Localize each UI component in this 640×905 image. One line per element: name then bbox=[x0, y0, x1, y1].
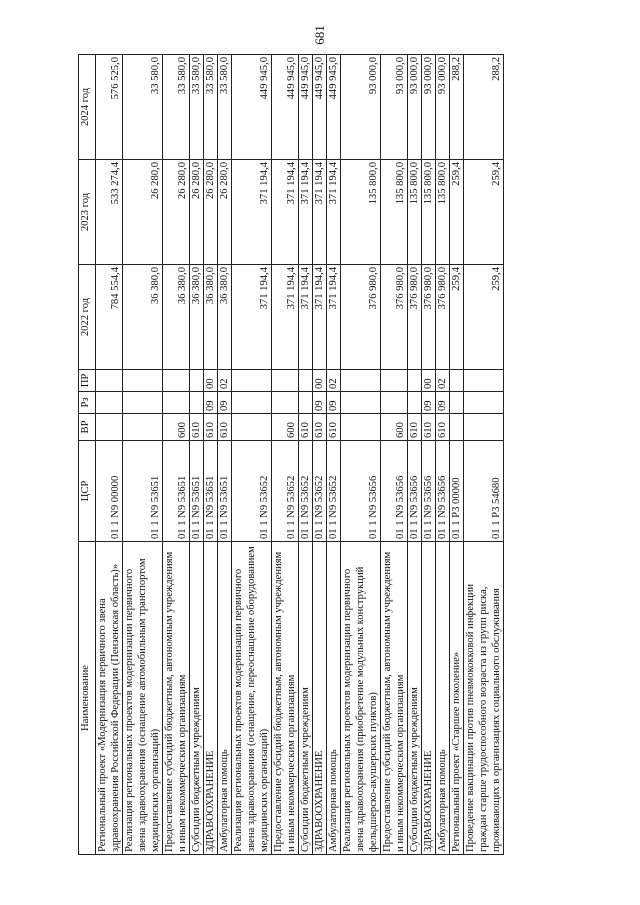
rotated-page bbox=[78, 55, 548, 855]
cell-pr bbox=[123, 370, 163, 392]
cell-pr bbox=[450, 370, 464, 392]
cell-rz bbox=[381, 392, 408, 414]
cell-pr bbox=[190, 370, 204, 392]
cell-vr: 600 bbox=[272, 414, 299, 441]
cell-y2024: 33 580,0 bbox=[123, 55, 163, 160]
cell-csr: 01 1 P3 00000 bbox=[450, 441, 464, 542]
cell-csr: 01 1 P3 54680 bbox=[464, 441, 504, 542]
cell-rz bbox=[450, 392, 464, 414]
cell-name: Проведение вакцинации против пневмококковой инфекции граждан старше трудоспособного возраста из групп риска, проживающих в организациях социального обслуживания bbox=[464, 542, 504, 855]
cell-vr: 610 bbox=[299, 414, 313, 441]
table-row bbox=[381, 55, 408, 855]
cell-name: Реализация региональных проектов модернизации первичного звена здравоохранения (оснащение, переоснащение оборудованием медицинских организаций) bbox=[232, 542, 272, 855]
cell-y2023: 135 800,0 bbox=[422, 160, 436, 265]
cell-y2022: 371 194,4 bbox=[327, 265, 341, 370]
cell-pr bbox=[272, 370, 299, 392]
header-name: Наименование bbox=[79, 542, 96, 855]
cell-rz bbox=[163, 392, 190, 414]
cell-vr: 610 bbox=[190, 414, 204, 441]
cell-y2022: 259,4 bbox=[450, 265, 464, 370]
cell-vr bbox=[341, 414, 381, 441]
cell-pr bbox=[464, 370, 504, 392]
cell-y2024: 93 000,0 bbox=[408, 55, 422, 160]
table-row bbox=[313, 55, 327, 855]
table-row bbox=[123, 55, 163, 855]
cell-pr: 00 bbox=[422, 370, 436, 392]
cell-name: ЗДРАВООХРАНЕНИЕ bbox=[313, 542, 327, 855]
cell-pr bbox=[299, 370, 313, 392]
cell-rz: 09 bbox=[313, 392, 327, 414]
cell-pr: 02 bbox=[327, 370, 341, 392]
cell-y2023: 26 280,0 bbox=[123, 160, 163, 265]
cell-csr: 01 1 N9 53656 bbox=[408, 441, 422, 542]
header-csr: ЦСР bbox=[79, 441, 96, 542]
table-row bbox=[163, 55, 190, 855]
cell-y2024: 93 000,0 bbox=[422, 55, 436, 160]
cell-y2024: 33 580,0 bbox=[163, 55, 190, 160]
cell-y2022: 376 980,0 bbox=[341, 265, 381, 370]
cell-y2022: 376 980,0 bbox=[422, 265, 436, 370]
cell-rz bbox=[123, 392, 163, 414]
cell-vr: 610 bbox=[204, 414, 218, 441]
cell-y2022: 36 380,0 bbox=[123, 265, 163, 370]
cell-y2024: 33 580,0 bbox=[190, 55, 204, 160]
cell-y2023: 259,4 bbox=[450, 160, 464, 265]
cell-rz bbox=[232, 392, 272, 414]
cell-y2022: 376 980,0 bbox=[436, 265, 450, 370]
table-row bbox=[422, 55, 436, 855]
cell-pr: 02 bbox=[436, 370, 450, 392]
cell-pr: 00 bbox=[313, 370, 327, 392]
cell-y2023: 135 800,0 bbox=[381, 160, 408, 265]
cell-y2023: 135 800,0 bbox=[436, 160, 450, 265]
cell-csr: 01 1 N9 53656 bbox=[341, 441, 381, 542]
table-row bbox=[436, 55, 450, 855]
cell-y2023: 371 194,4 bbox=[299, 160, 313, 265]
cell-csr: 01 1 N9 00000 bbox=[96, 441, 123, 542]
cell-pr bbox=[381, 370, 408, 392]
cell-y2022: 36 380,0 bbox=[190, 265, 204, 370]
cell-csr: 01 1 N9 53651 bbox=[218, 441, 232, 542]
cell-y2024: 93 000,0 bbox=[341, 55, 381, 160]
page-number-text: 681 bbox=[312, 25, 327, 45]
cell-y2024: 449 945,0 bbox=[272, 55, 299, 160]
cell-csr: 01 1 N9 53652 bbox=[272, 441, 299, 542]
cell-y2023: 371 194,4 bbox=[232, 160, 272, 265]
cell-name: Амбулаторная помощь bbox=[327, 542, 341, 855]
cell-vr: 610 bbox=[313, 414, 327, 441]
cell-name: Региональный проект «Старшее поколение» bbox=[450, 542, 464, 855]
cell-name: Предоставление субсидий бюджетным, автономным учреждениям и иным некоммерческим организациям bbox=[163, 542, 190, 855]
cell-name: Реализация региональных проектов модернизации первичного звена здравоохранения (приобретение модульных конструкций фельдшерско-акушерских пунктов) bbox=[341, 542, 381, 855]
cell-y2022: 376 980,0 bbox=[408, 265, 422, 370]
cell-name: Предоставление субсидий бюджетным, автономным учреждениям и иным некоммерческим организациям bbox=[272, 542, 299, 855]
table-row bbox=[232, 55, 272, 855]
cell-y2023: 135 800,0 bbox=[341, 160, 381, 265]
cell-csr: 01 1 N9 53652 bbox=[299, 441, 313, 542]
cell-y2024: 93 000,0 bbox=[381, 55, 408, 160]
cell-rz bbox=[299, 392, 313, 414]
cell-y2024: 288,2 bbox=[464, 55, 504, 160]
cell-pr bbox=[341, 370, 381, 392]
cell-name: Реализация региональных проектов модернизации первичного звена здравоохранения (оснащение автомобильным транспортом медицинских организаций) bbox=[123, 542, 163, 855]
table-row bbox=[190, 55, 204, 855]
cell-y2023: 371 194,4 bbox=[272, 160, 299, 265]
cell-pr bbox=[163, 370, 190, 392]
cell-rz: 09 bbox=[218, 392, 232, 414]
table-header-row bbox=[79, 55, 96, 855]
cell-csr: 01 1 N9 53651 bbox=[190, 441, 204, 542]
cell-csr: 01 1 N9 53652 bbox=[232, 441, 272, 542]
cell-name: Амбулаторная помощь bbox=[436, 542, 450, 855]
cell-y2024: 288,2 bbox=[450, 55, 464, 160]
cell-y2024: 33 580,0 bbox=[204, 55, 218, 160]
cell-y2022: 376 980,0 bbox=[381, 265, 408, 370]
table-row bbox=[327, 55, 341, 855]
cell-y2022: 36 380,0 bbox=[218, 265, 232, 370]
cell-pr bbox=[232, 370, 272, 392]
cell-name: Субсидии бюджетным учреждениям bbox=[299, 542, 313, 855]
cell-y2022: 36 380,0 bbox=[204, 265, 218, 370]
cell-rz: 09 bbox=[327, 392, 341, 414]
cell-y2023: 26 280,0 bbox=[163, 160, 190, 265]
cell-name: Предоставление субсидий бюджетным, автономным учреждениям и иным некоммерческим организациям bbox=[381, 542, 408, 855]
table-row bbox=[408, 55, 422, 855]
header-rz: Рз bbox=[79, 392, 96, 414]
cell-vr bbox=[123, 414, 163, 441]
cell-y2023: 533 274,4 bbox=[96, 160, 123, 265]
cell-csr: 01 1 N9 53651 bbox=[123, 441, 163, 542]
cell-y2023: 26 280,0 bbox=[218, 160, 232, 265]
cell-vr bbox=[450, 414, 464, 441]
table-row bbox=[464, 55, 504, 855]
cell-rz bbox=[96, 392, 123, 414]
cell-pr bbox=[96, 370, 123, 392]
table-row bbox=[450, 55, 464, 855]
cell-y2022: 371 194,4 bbox=[272, 265, 299, 370]
cell-csr: 01 1 N9 53651 bbox=[204, 441, 218, 542]
cell-vr: 610 bbox=[327, 414, 341, 441]
cell-pr: 02 bbox=[218, 370, 232, 392]
cell-rz bbox=[408, 392, 422, 414]
cell-y2024: 449 945,0 bbox=[299, 55, 313, 160]
cell-y2022: 371 194,4 bbox=[299, 265, 313, 370]
cell-y2023: 26 280,0 bbox=[204, 160, 218, 265]
header-2022: 2022 год bbox=[79, 265, 96, 370]
cell-y2023: 26 280,0 bbox=[190, 160, 204, 265]
cell-name: ЗДРАВООХРАНЕНИЕ bbox=[422, 542, 436, 855]
cell-y2022: 371 194,4 bbox=[232, 265, 272, 370]
cell-rz bbox=[464, 392, 504, 414]
cell-rz: 09 bbox=[204, 392, 218, 414]
cell-pr bbox=[408, 370, 422, 392]
cell-y2023: 371 194,4 bbox=[313, 160, 327, 265]
cell-y2024: 449 945,0 bbox=[313, 55, 327, 160]
cell-y2023: 371 194,4 bbox=[327, 160, 341, 265]
table-row bbox=[272, 55, 299, 855]
cell-y2024: 449 945,0 bbox=[232, 55, 272, 160]
cell-y2023: 259,4 bbox=[464, 160, 504, 265]
cell-y2022: 371 194,4 bbox=[313, 265, 327, 370]
cell-y2022: 259,4 bbox=[464, 265, 504, 370]
cell-csr: 01 1 N9 53656 bbox=[436, 441, 450, 542]
cell-csr: 01 1 N9 53652 bbox=[327, 441, 341, 542]
header-2023: 2023 год bbox=[79, 160, 96, 265]
cell-y2024: 33 580,0 bbox=[218, 55, 232, 160]
cell-vr: 600 bbox=[381, 414, 408, 441]
table-row bbox=[341, 55, 381, 855]
cell-y2022: 784 554,4 bbox=[96, 265, 123, 370]
budget-table bbox=[78, 54, 504, 855]
cell-name: Региональный проект «Модернизация первичного звена здравоохранения Российской Федерации (Пензенская область)» bbox=[96, 542, 123, 855]
cell-vr bbox=[96, 414, 123, 441]
cell-rz: 09 bbox=[422, 392, 436, 414]
table-row bbox=[218, 55, 232, 855]
cell-y2023: 135 800,0 bbox=[408, 160, 422, 265]
cell-name: Амбулаторная помощь bbox=[218, 542, 232, 855]
cell-vr: 610 bbox=[408, 414, 422, 441]
table-row bbox=[96, 55, 123, 855]
table-row bbox=[299, 55, 313, 855]
cell-pr: 00 bbox=[204, 370, 218, 392]
cell-name: ЗДРАВООХРАНЕНИЕ bbox=[204, 542, 218, 855]
cell-rz: 09 bbox=[436, 392, 450, 414]
cell-vr: 610 bbox=[422, 414, 436, 441]
cell-y2022: 36 380,0 bbox=[163, 265, 190, 370]
table-row bbox=[204, 55, 218, 855]
cell-name: Субсидии бюджетным учреждениям bbox=[190, 542, 204, 855]
header-vr: ВР bbox=[79, 414, 96, 441]
cell-rz bbox=[190, 392, 204, 414]
cell-y2024: 449 945,0 bbox=[327, 55, 341, 160]
cell-vr bbox=[464, 414, 504, 441]
cell-y2024: 93 000,0 bbox=[436, 55, 450, 160]
cell-rz bbox=[341, 392, 381, 414]
cell-csr: 01 1 N9 53652 bbox=[313, 441, 327, 542]
cell-csr: 01 1 N9 53656 bbox=[422, 441, 436, 542]
header-pr: ПР bbox=[79, 370, 96, 392]
table-body bbox=[96, 55, 504, 855]
cell-y2024: 576 525,0 bbox=[96, 55, 123, 160]
cell-name: Субсидии бюджетным учреждениям bbox=[408, 542, 422, 855]
cell-vr: 610 bbox=[218, 414, 232, 441]
cell-vr: 600 bbox=[163, 414, 190, 441]
cell-rz bbox=[272, 392, 299, 414]
cell-csr: 01 1 N9 53651 bbox=[163, 441, 190, 542]
cell-vr: 610 bbox=[436, 414, 450, 441]
cell-vr bbox=[232, 414, 272, 441]
cell-csr: 01 1 N9 53656 bbox=[381, 441, 408, 542]
header-2024: 2024 год bbox=[79, 55, 96, 160]
